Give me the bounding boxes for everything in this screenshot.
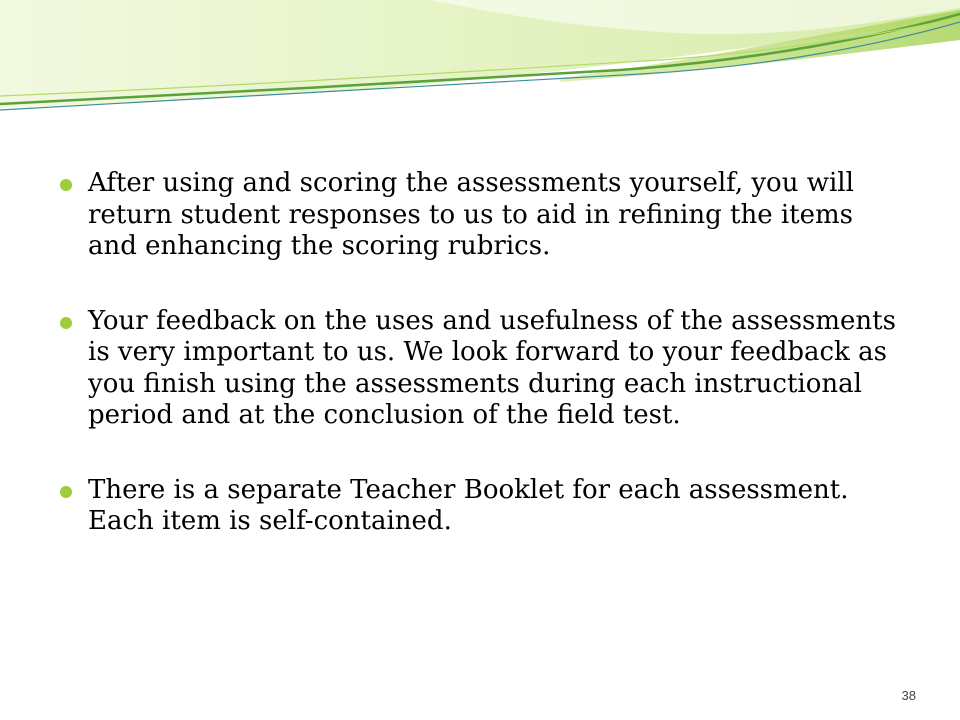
bullet-dot-icon xyxy=(60,486,72,498)
bullet-text: Your feedback on the uses and usefulness of the assessments is very important to us. We look forward to your feedback as you finish using the assessments during each instructional period and at the conclusion of the field test. xyxy=(88,305,896,430)
bullet-dot-icon xyxy=(60,317,72,329)
bullet-text: After using and scoring the assessments yourself, you will return student responses to us to aid in refining the items and enhancing the scoring rubrics. xyxy=(88,168,854,261)
bullet-list xyxy=(60,168,910,581)
bullet-item xyxy=(60,475,910,538)
bullet-item xyxy=(60,306,910,432)
header-wave-decoration xyxy=(0,0,960,130)
page-number: 38 xyxy=(901,688,916,703)
bullet-dot-icon xyxy=(60,179,72,191)
bullet-text: There is a separate Teacher Booklet for each assessment. Each item is self-contained. xyxy=(88,474,849,536)
bullet-item xyxy=(60,168,910,263)
